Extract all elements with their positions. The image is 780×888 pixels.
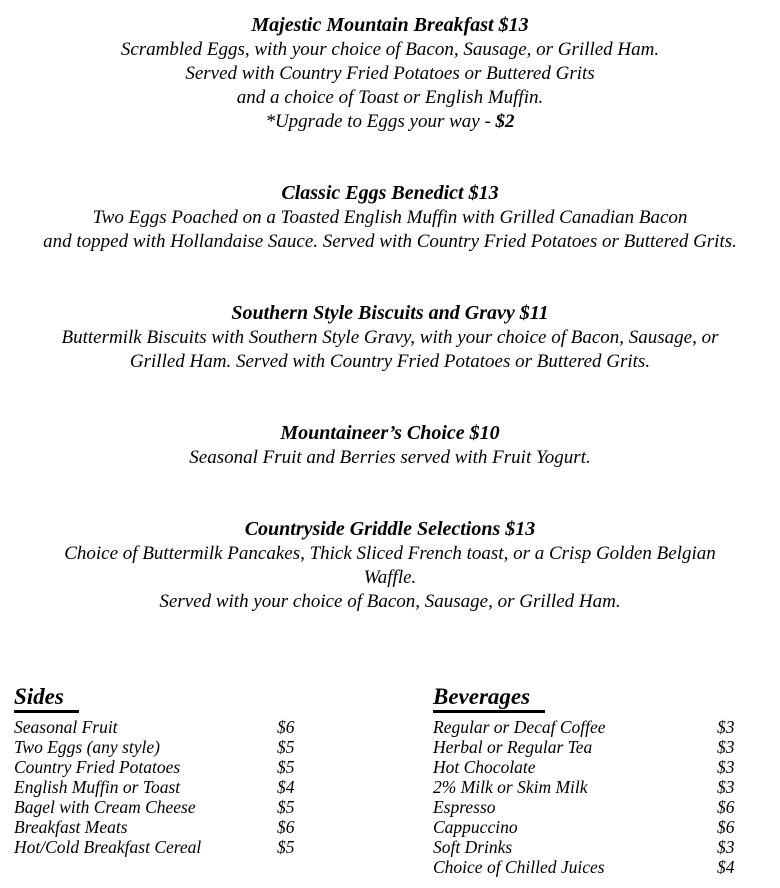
- item-price: $6: [277, 717, 295, 737]
- menu-item-title: Mountaineer’s Choice $10: [280, 422, 500, 444]
- menu-item-description-line: Scrambled Eggs, with your choice of Bacon, Sausage, or Grilled Ham.: [120, 39, 660, 60]
- beverages-list: [433, 717, 753, 877]
- menu-list-item: [14, 757, 324, 777]
- menu-item-description-line: Seasonal Fruit and Berries served with Fruit Yogurt.: [189, 447, 591, 468]
- menu-item-description-line: Two Eggs Poached on a Toasted English Muffin with Grilled Canadian Bacon: [92, 207, 688, 228]
- menu-item-description-line: Served with Country Fried Potatoes or Buttered Grits: [185, 63, 595, 84]
- menu-list-item: [433, 777, 753, 797]
- item-price: $3: [717, 777, 735, 797]
- item-price: $4: [277, 777, 295, 797]
- menu-item-description: [0, 206, 780, 254]
- item-name: 2% Milk or Skim Milk: [433, 777, 588, 797]
- description-text: *Upgrade to Eggs your way -: [265, 111, 496, 132]
- menu-item-description: [0, 326, 780, 374]
- item-name: Choice of Chilled Juices: [433, 857, 605, 877]
- menu-item-title: Classic Eggs Benedict $13: [281, 182, 499, 204]
- item-price: $6: [717, 817, 735, 837]
- menu-item-title: Southern Style Biscuits and Gravy $11: [231, 302, 549, 324]
- menu-item-description-line: [0, 110, 780, 134]
- menu-list-item: [14, 837, 324, 857]
- item-price: $5: [277, 837, 295, 857]
- item-price: $5: [277, 737, 295, 757]
- item-name: Soft Drinks: [433, 837, 513, 857]
- item-price: $6: [277, 817, 295, 837]
- menu-item-description-line: Grilled Ham. Served with Country Fried Potatoes or Buttered Grits.: [129, 351, 651, 372]
- sides-header: Sides: [14, 684, 79, 713]
- beverages-header: Beverages: [433, 684, 545, 713]
- item-name: Bagel with Cream Cheese: [14, 797, 196, 817]
- menu-list-item: [14, 797, 324, 817]
- menu-item-description-line: Waffle.: [363, 567, 417, 588]
- item-price: $5: [277, 797, 295, 817]
- menu-list-item: [433, 817, 753, 837]
- item-price: $3: [717, 757, 735, 777]
- item-name: Two Eggs (any style): [14, 737, 160, 757]
- beverages-column: [433, 684, 753, 877]
- menu-item-description-line: and topped with Hollandaise Sauce. Served with Country Fried Potatoes or Buttered Grits.: [43, 231, 737, 252]
- menu-list-item: [433, 757, 753, 777]
- menu-item-description-line: Served with your choice of Bacon, Sausage, or Grilled Ham.: [159, 591, 621, 612]
- item-name: English Muffin or Toast: [14, 777, 181, 797]
- menu-item-title: Countryside Griddle Selections $13: [244, 518, 536, 540]
- item-price: $3: [717, 837, 735, 857]
- item-price: $5: [277, 757, 295, 777]
- item-price: $4: [717, 857, 735, 877]
- item-price: $3: [717, 737, 735, 757]
- menu-list-item: [14, 777, 324, 797]
- menu-item-description-line: Buttermilk Biscuits with Southern Style Gravy, with your choice of Bacon, Sausage, or: [61, 327, 719, 348]
- menu-section: [0, 420, 780, 470]
- price-emphasis: $2: [495, 111, 515, 132]
- menu-item-description-line: and a choice of Toast or English Muffin.: [236, 87, 544, 108]
- menu-section: [0, 12, 780, 134]
- item-name: Seasonal Fruit: [14, 717, 118, 737]
- item-name: Breakfast Meats: [14, 817, 128, 837]
- item-name: Hot Chocolate: [433, 757, 536, 777]
- item-price: $3: [717, 717, 735, 737]
- item-name: Country Fried Potatoes: [14, 757, 181, 777]
- menu-list-item: [433, 837, 753, 857]
- menu-section: [0, 516, 780, 614]
- item-name: Espresso: [433, 797, 496, 817]
- menu-section: [0, 300, 780, 374]
- menu-list-item: [14, 737, 324, 757]
- item-name: Regular or Decaf Coffee: [433, 717, 606, 737]
- menu-section: [0, 180, 780, 254]
- menu-list-item: [433, 857, 753, 877]
- menu-list-item: [433, 737, 753, 757]
- menu-list-item: [14, 817, 324, 837]
- menu-list-item: [14, 717, 324, 737]
- item-name: Hot/Cold Breakfast Cereal: [14, 837, 202, 857]
- item-price: $6: [717, 797, 735, 817]
- menu-item-description: [0, 446, 780, 470]
- item-name: Herbal or Regular Tea: [433, 737, 593, 757]
- sides-list: [14, 717, 324, 857]
- menu-item-description: [0, 542, 780, 614]
- menu-item-description: [0, 38, 780, 134]
- menu-item-title: Majestic Mountain Breakfast $13: [251, 14, 529, 36]
- menu-list-item: [433, 717, 753, 737]
- sides-column: [14, 684, 324, 857]
- menu-list-item: [433, 797, 753, 817]
- menu-item-description-line: Choice of Buttermilk Pancakes, Thick Sliced French toast, or a Crisp Golden Belgian: [64, 543, 716, 564]
- item-name: Cappuccino: [433, 817, 518, 837]
